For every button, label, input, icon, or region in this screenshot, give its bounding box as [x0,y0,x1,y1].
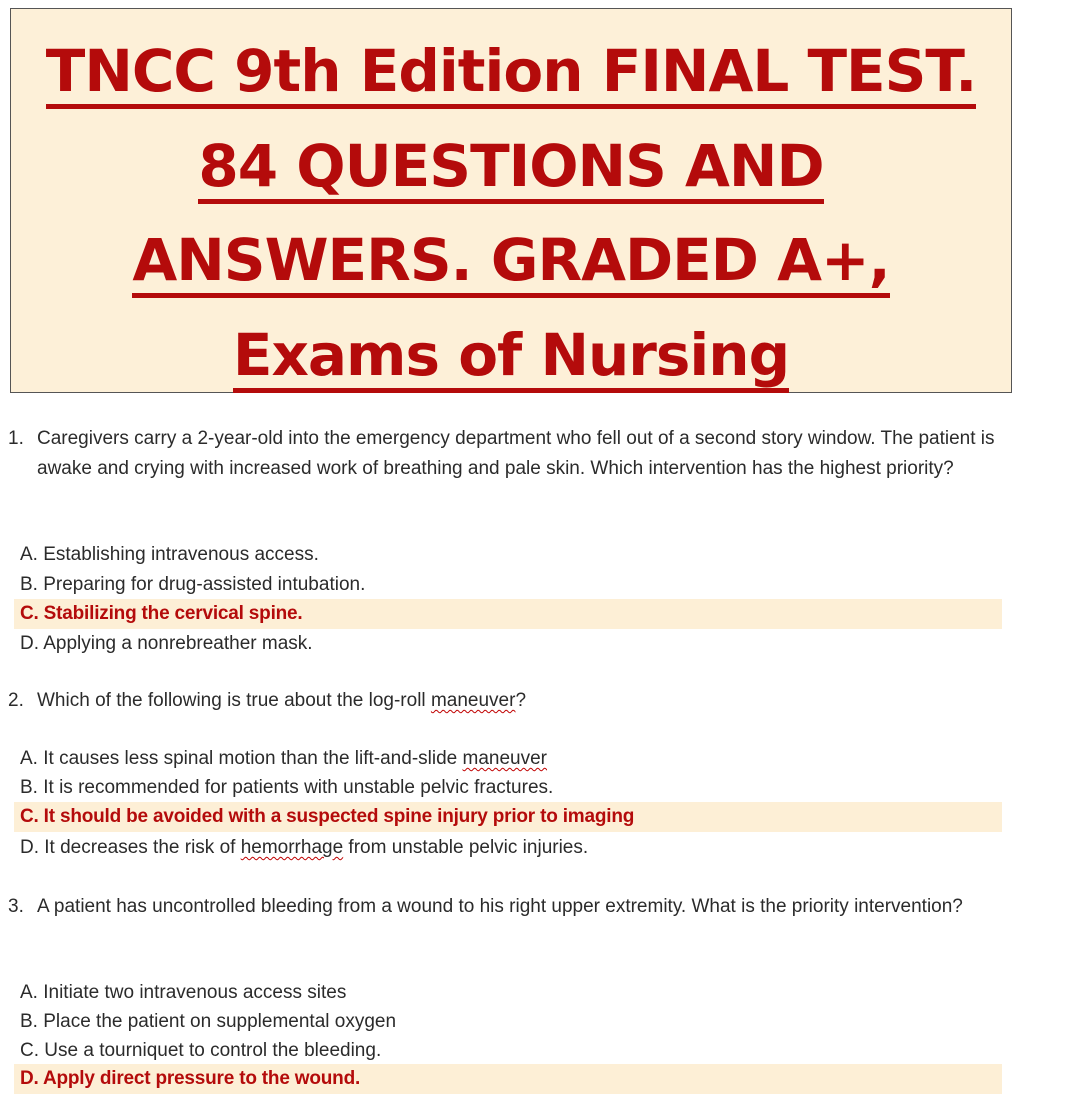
question-number: 3. [8,896,24,917]
title-line-2: 84 QUESTIONS AND [11,131,1011,204]
question-3-option-a: A. Initiate two intravenous access sites [20,982,347,1003]
question-2-option-c-correct: C. It should be avoided with a suspected spine injury prior to imaging [14,802,1002,832]
question-text: A patient has uncontrolled bleeding from a wound to his right upper extremity. What is the priority intervention? [37,896,963,917]
title-line-1: TNCC 9th Edition FINAL TEST. [11,36,1011,109]
question-1-option-d: D. Applying a nonrebreather mask. [20,633,313,654]
question-2 [8,686,1008,716]
question-number: 2. [8,690,24,711]
question-1 [8,424,1008,484]
question-3-option-d-correct: D. Apply direct pressure to the wound. [14,1064,1002,1094]
question-3-option-b: B. Place the patient on supplemental oxygen [20,1011,397,1032]
question-2-option-a: A. It causes less spinal motion than the lift-and-slide maneuver [20,748,548,769]
question-1-option-c-correct: C. Stabilizing the cervical spine. [14,599,1002,629]
question-text: Which of the following is true about the log-roll maneuver? [37,690,527,711]
title-line-4: Exams of Nursing [11,320,1011,393]
title-box [10,8,1012,393]
question-number: 1. [8,428,24,449]
question-3-option-c: C. Use a tourniquet to control the bleeding. [20,1040,382,1061]
question-2-option-d: D. It decreases the risk of hemorrhage from unstable pelvic injuries. [20,837,589,858]
question-1-option-b: B. Preparing for drug-assisted intubation. [20,574,366,595]
spelling-flag: hemorrhage [240,837,344,858]
question-2-option-b: B. It is recommended for patients with unstable pelvic fractures. [20,777,554,798]
question-text: Caregivers carry a 2-year-old into the emergency department who fell out of a second story window. The patient is awake and crying with increased work of breathing and pale skin. Which intervention has the highest priority? [37,428,995,479]
spelling-flag: maneuver [430,690,516,711]
question-1-option-a: A. Establishing intravenous access. [20,544,319,565]
spelling-flag: maneuver [462,748,548,769]
title-line-3: ANSWERS. GRADED A+, [11,225,1011,298]
question-3 [8,892,1008,922]
